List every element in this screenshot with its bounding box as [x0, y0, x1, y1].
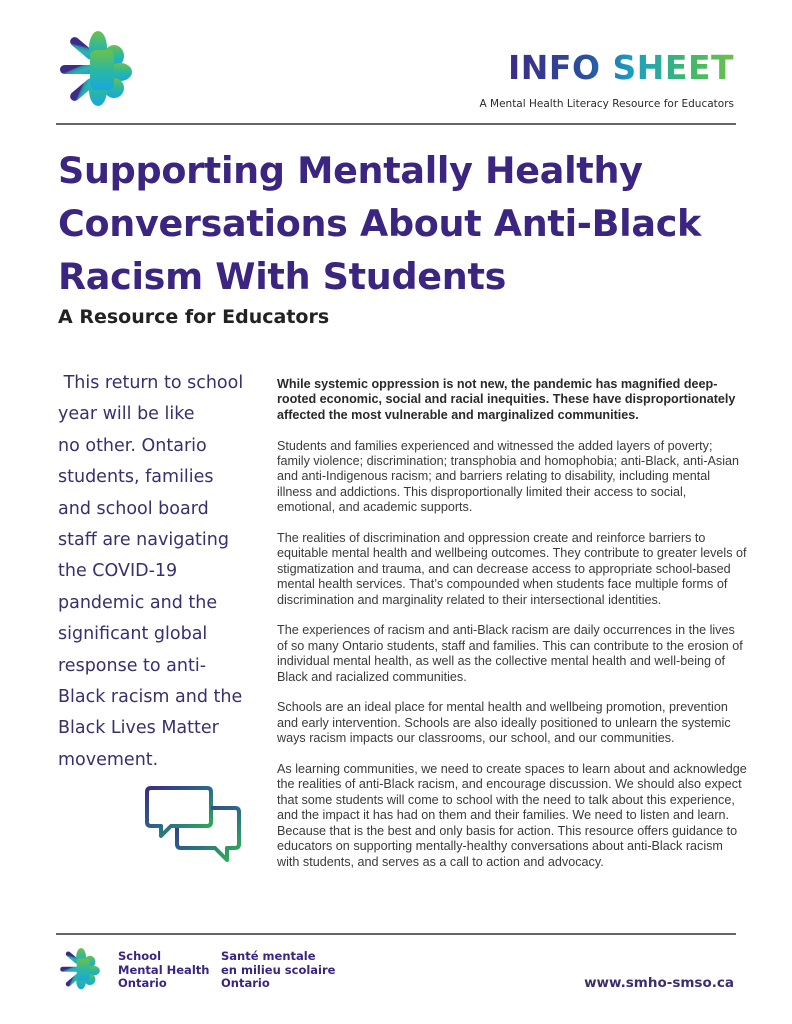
page-title — [58, 144, 758, 303]
title-line: Conversations About Anti-Black — [58, 202, 702, 245]
org-name-line: en milieu scolaire — [221, 962, 336, 977]
body-text — [277, 377, 747, 885]
footer-divider — [56, 933, 736, 935]
pull-quote-line: response to anti- — [58, 655, 207, 676]
pull-quote-line: the COVID-19 — [58, 561, 178, 582]
org-name-line: Mental Health — [118, 962, 210, 977]
pull-quote-line: students, families — [58, 467, 214, 488]
header-divider — [56, 123, 736, 125]
pull-quote-line: Black racism and the — [58, 687, 243, 708]
pull-quote-line: Black Lives Matter — [58, 718, 219, 739]
pull-quote-line: movement. — [58, 749, 159, 770]
website-link[interactable]: www.smho-smso.ca — [584, 975, 734, 991]
smho-flower-logo-icon — [56, 30, 136, 108]
pull-quote-line: significant global — [58, 624, 208, 645]
org-name-french — [221, 950, 335, 991]
body-paragraph: Students and families experienced and witnessed the added layers of poverty; family violence; discrimination; transphobia and homophobia; anti-Black, anti-Asian and anti-Indigenous racism; and barriers relating to disability, including mental illness and addictions. This disproportionally limited their access to social, emotional, and academic supports. — [277, 438, 740, 515]
speech-bubbles-icon — [145, 782, 245, 872]
body-paragraph: The realities of discrimination and oppression create and reinforce barriers to equitable mental health and wellbeing outcomes. They contribute to greater levels of stigmatization and trauma, and can decrease access to appropriate school-based mental health services. That’s compounded when students face multiple forms of discrimination and marginality related to their intersectional identities. — [277, 531, 747, 607]
org-name-line: Ontario — [118, 976, 167, 990]
pull-quote-line: and school board — [58, 498, 209, 519]
lead-paragraph: While systemic oppression is not new, the pandemic has magnified deep-rooted economic, social and racial inequities. These have disproportionately affected the most vulnerable and marginalized communities. — [277, 377, 736, 422]
body-paragraph: As learning communities, we need to create spaces to learn about and acknowledge the realities of anti-Black racism, and encourage discussion. We should also expect that some students will come to school with the need to talk about this experience, and the impact it has had on them and their families. We need to listen and learn. Because that is the best and only basis for action. This resource offers guidance to educators on supporting mentally-healthy conversations about anti-Black racism with students, and serves as a call to action and advocacy. — [277, 762, 747, 869]
body-paragraph: Schools are an ideal place for mental health and wellbeing promotion, prevention and early intervention. Schools are also ideally positioned to unlearn the systemic ways racism impacts our classrooms, our school, and our communities. — [277, 700, 731, 746]
org-name-line: Ontario — [221, 976, 270, 990]
org-name-line: Santé mentale — [221, 949, 316, 963]
smho-flower-logo-icon — [58, 947, 102, 991]
tagline: A Mental Health Literacy Resource for Educators — [479, 98, 734, 110]
pull-quote-line: year will be like — [58, 404, 195, 425]
title-line: Racism With Students — [58, 255, 507, 298]
pull-quote — [58, 368, 258, 776]
info-sheet-badge: INFO SHEET — [508, 48, 734, 87]
body-paragraph: The experiences of racism and anti-Black racism are daily occurrences in the lives of so many Ontario students, staff and families. This can contribute to the erosion of individual mental health, as well as the collective mental health and well-being of Black and racialized communities. — [277, 623, 743, 684]
page-subtitle: A Resource for Educators — [58, 306, 330, 328]
pull-quote-line: staff are navigating — [58, 530, 229, 551]
pull-quote-line: This return to school — [58, 373, 244, 393]
pull-quote-line: pandemic and the — [58, 592, 218, 613]
org-name-english — [118, 950, 209, 991]
title-line: Supporting Mentally Healthy — [58, 149, 643, 192]
org-name-line: School — [118, 949, 162, 963]
pull-quote-line: no other. Ontario — [58, 435, 207, 456]
